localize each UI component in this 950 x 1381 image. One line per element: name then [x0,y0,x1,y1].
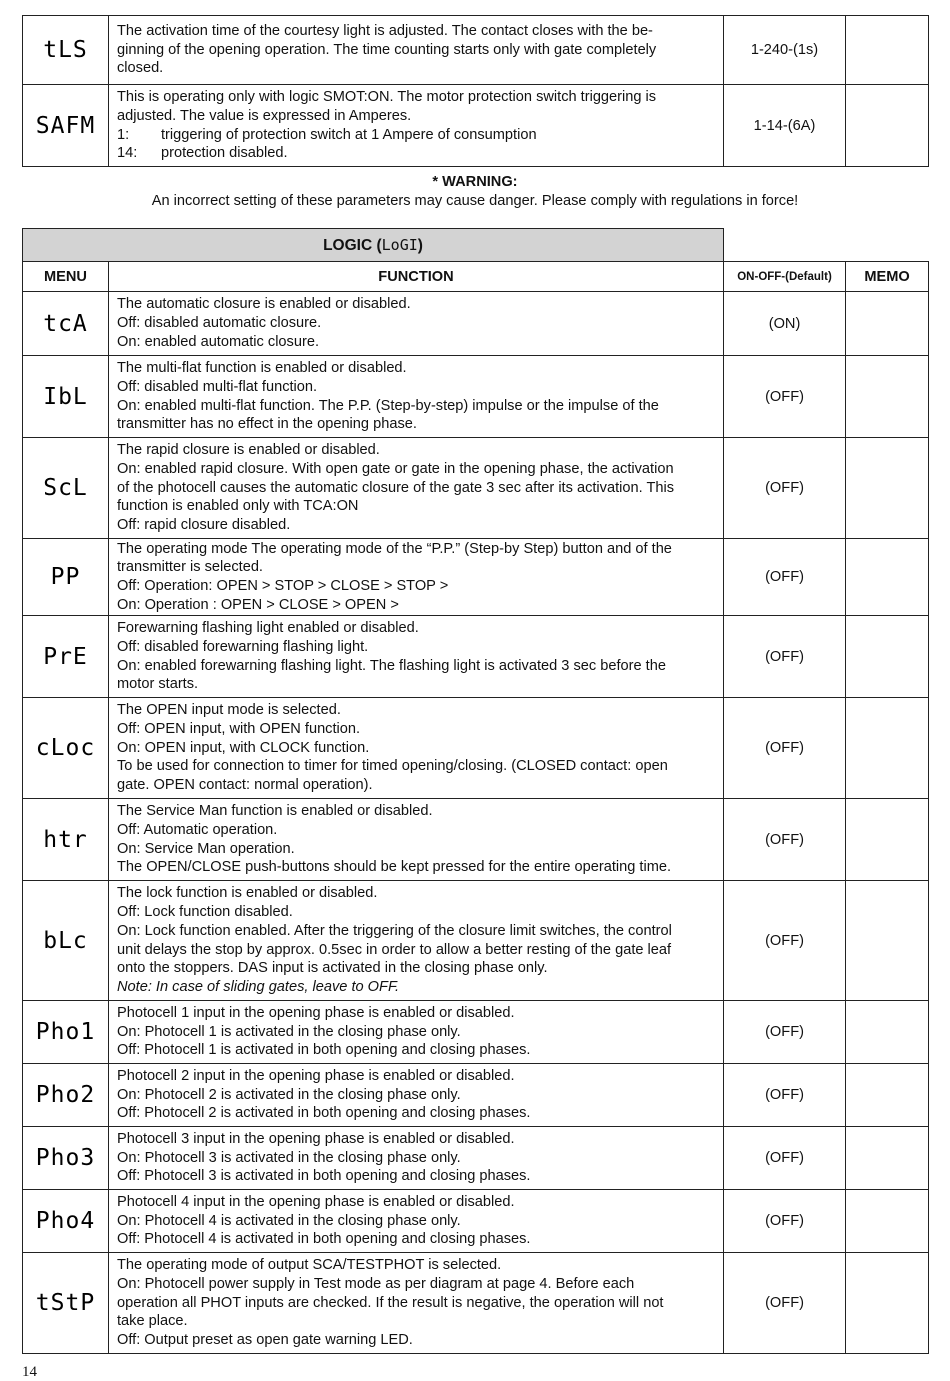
memo-cell [846,799,929,881]
description-line: Off: OPEN input, with OPEN function. [117,720,361,737]
function-description [109,539,724,616]
description-line: On: enabled rapid closure. With open gate or gate in the opening phase, the activation [117,460,674,477]
function-description [109,1127,724,1190]
description-line: Off: disabled automatic closure. [117,315,322,332]
header-memo: MEMO [846,262,929,292]
description-line: The Service Man function is enabled or disabled. [117,803,433,820]
description-line: Off: Photocell 3 is activated in both opening and closing phases. [117,1168,531,1185]
function-description [109,1001,724,1064]
logic-table [22,228,929,1354]
menu-code: Pho3 [23,1127,109,1190]
description-line: To be used for connection to timer for timed opening/closing. (CLOSED contact: open [117,758,668,775]
table-row [23,539,929,616]
description-line: On: Photocell 1 is activated in the closing phase only. [117,1023,461,1040]
table-row [23,799,929,881]
item-text: protection disabled. [161,145,288,162]
memo-cell [846,616,929,698]
description-line: On: enabled automatic closure. [117,333,319,350]
item-number: 1: [117,126,130,143]
default-value: (OFF) [724,799,846,881]
menu-code: PP [23,539,109,616]
description-line: Off: Photocell 4 is activated in both opening and closing phases. [117,1231,531,1248]
logic-title [23,229,724,262]
table-row [23,16,929,85]
logic-table-body [23,229,929,1354]
description-line: The operating mode of output SCA/TESTPHOT is selected. [117,1257,502,1274]
page-number: 14 [22,1364,37,1380]
description-line: transmitter has no effect in the opening phase. [117,416,417,433]
function-description [109,698,724,799]
menu-code: tStP [23,1253,109,1354]
memo-cell [846,539,929,616]
description-line: Off: Photocell 2 is activated in both opening and closing phases. [117,1105,531,1122]
description-line: On: Photocell 4 is activated in the closing phase only. [117,1212,461,1229]
description-line: Off: rapid closure disabled. [117,517,291,534]
function-description [109,1253,724,1354]
description-line: Off: Photocell 1 is activated in both opening and closing phases. [117,1042,531,1059]
description-line: On: enabled forewarning flashing light. The flashing light is activated 3 sec before the [117,657,666,674]
menu-code: Pho4 [23,1190,109,1253]
description-line: On: Lock function enabled. After the triggering of the closure limit switches, the control [117,922,672,939]
default-value: (OFF) [724,539,846,616]
menu-code: PrE [23,616,109,698]
description-line: The automatic closure is enabled or disabled. [117,296,411,313]
menu-code: bLc [23,881,109,1001]
memo-cell [846,1127,929,1190]
description-line: On: OPEN input, with CLOCK function. [117,739,370,756]
description-line: The lock function is enabled or disabled. [117,885,378,902]
description-line: Off: Lock function disabled. [117,904,293,921]
memo-cell [846,16,929,85]
default-value: (OFF) [724,616,846,698]
table-row [23,438,929,539]
logic-title-text: LOGIC ( [323,236,382,254]
parameters-table [22,15,929,167]
description-line: The OPEN input mode is selected. [117,702,341,719]
description-line: Photocell 3 input in the opening phase is enabled or disabled. [117,1130,515,1147]
warning-title: * WARNING: [432,174,518,190]
memo-cell [846,1190,929,1253]
memo-cell [846,698,929,799]
table-row [23,1190,929,1253]
menu-code: htr [23,799,109,881]
item-text: triggering of protection switch at 1 Ampere of consumption [161,126,537,143]
description-line: The multi-flat function is enabled or disabled. [117,360,407,377]
logic-title-spacer [724,229,929,262]
description-item [117,144,715,163]
parameters-table-body [23,16,929,167]
table-row [23,881,929,1001]
function-description [109,16,724,85]
description-line: The rapid closure is enabled or disabled. [117,442,380,459]
default-value: (OFF) [724,1127,846,1190]
function-description [109,292,724,356]
description-line: On: Service Man operation. [117,840,295,857]
description-line: transmitter is selected. [117,559,263,576]
description-line: On: Operation : OPEN > CLOSE > OPEN > [117,596,399,613]
description-line: function is enabled only with TCA:ON [117,498,359,515]
table-row [23,1064,929,1127]
logic-title-row [23,229,929,262]
item-number: 14: [117,145,138,162]
default-value: (OFF) [724,698,846,799]
memo-cell [846,292,929,356]
memo-cell [846,1064,929,1127]
description-line: adjusted. The value is expressed in Amperes. [117,107,412,124]
description-line: The OPEN/CLOSE push-buttons should be kept pressed for the entire operating time. [117,859,672,876]
description-line: Off: Automatic operation. [117,821,278,838]
description-note: Note: In case of sliding gates, leave to OFF. [117,978,400,995]
description-line: Off: Output preset as open gate warning LED. [117,1332,413,1349]
memo-cell [846,1001,929,1064]
value-range: 1-240-(1s) [724,16,846,85]
default-value: (OFF) [724,438,846,539]
logic-title-code: LoGI [381,235,418,254]
menu-code: Pho2 [23,1064,109,1127]
warning-notice [22,173,928,210]
table-row [23,85,929,167]
table-row [23,1253,929,1354]
description-line: This is operating only with logic SMOT:ON. The motor protection switch triggering is [117,89,657,106]
function-description [109,799,724,881]
description-line: On: enabled multi-flat function. The P.P. (Step-by-step) impulse or the impulse of the [117,397,659,414]
description-line: operation all PHOT inputs are checked. If the result is negative, the operation will not [117,1294,664,1311]
description-line: Photocell 2 input in the opening phase is enabled or disabled. [117,1067,515,1084]
default-value: (OFF) [724,356,846,438]
logic-title-end: ) [417,236,423,254]
menu-code: IbL [23,356,109,438]
function-description [109,438,724,539]
function-description [109,1064,724,1127]
description-line: The operating mode The operating mode of the “P.P.” (Step-by Step) button and of the [117,540,672,557]
description-line: On: Photocell 2 is activated in the closing phase only. [117,1086,461,1103]
table-row [23,1001,929,1064]
description-line: Photocell 1 input in the opening phase is enabled or disabled. [117,1004,515,1021]
description-line: unit delays the stop by approx. 0.5sec in order to allow a better resting of the gate leaf [117,941,672,958]
description-item [117,126,715,145]
function-description [109,356,724,438]
function-description [109,85,724,167]
default-value: (OFF) [724,881,846,1001]
table-row [23,356,929,438]
menu-code: tLS [23,16,109,85]
description-line: onto the stoppers. DAS input is activated in the closing phase only. [117,960,548,977]
description-line: Off: disabled multi-flat function. [117,378,318,395]
default-value: (OFF) [724,1001,846,1064]
menu-code: cLoc [23,698,109,799]
table-row [23,292,929,356]
header-menu: MENU [23,262,109,292]
description-line: motor starts. [117,676,199,693]
table-row [23,698,929,799]
description-line: of the photocell causes the automatic closure of the gate 3 sec after its activation. This [117,479,675,496]
value-range: 1-14-(6A) [724,85,846,167]
description-line: closed. [117,60,164,77]
memo-cell [846,85,929,167]
description-line: The activation time of the courtesy light is adjusted. The contact closes with the be- [117,22,653,39]
function-description [109,1190,724,1253]
menu-code: tcA [23,292,109,356]
description-line: gate. OPEN contact: normal operation). [117,777,373,794]
menu-code: SAFM [23,85,109,167]
description-line: Forewarning flashing light enabled or disabled. [117,620,419,637]
description-line: Off: Operation: OPEN > STOP > CLOSE > STOP > [117,578,449,594]
header-function: FUNCTION [109,262,724,292]
table-row [23,1127,929,1190]
header-values: ON-OFF-(Default) [724,262,846,292]
description-line: ginning of the opening operation. The time counting starts only with gate completely [117,41,657,58]
menu-code: Pho1 [23,1001,109,1064]
function-description [109,616,724,698]
table-row [23,616,929,698]
default-value: (OFF) [724,1190,846,1253]
menu-code: ScL [23,438,109,539]
memo-cell [846,881,929,1001]
logic-header-row [23,262,929,292]
description-line: Photocell 4 input in the opening phase is enabled or disabled. [117,1193,515,1210]
description-line: On: Photocell 3 is activated in the closing phase only. [117,1149,461,1166]
default-value: (ON) [724,292,846,356]
default-value: (OFF) [724,1064,846,1127]
warning-text: An incorrect setting of these parameters may cause danger. Please comply with regulations in force! [151,192,799,209]
default-value: (OFF) [724,1253,846,1354]
description-line: take place. [117,1313,188,1330]
memo-cell [846,438,929,539]
memo-cell [846,356,929,438]
description-line: On: Photocell power supply in Test mode as per diagram at page 4. Before each [117,1275,635,1292]
function-description [109,881,724,1001]
memo-cell [846,1253,929,1354]
description-line: Off: disabled forewarning flashing light. [117,638,369,655]
